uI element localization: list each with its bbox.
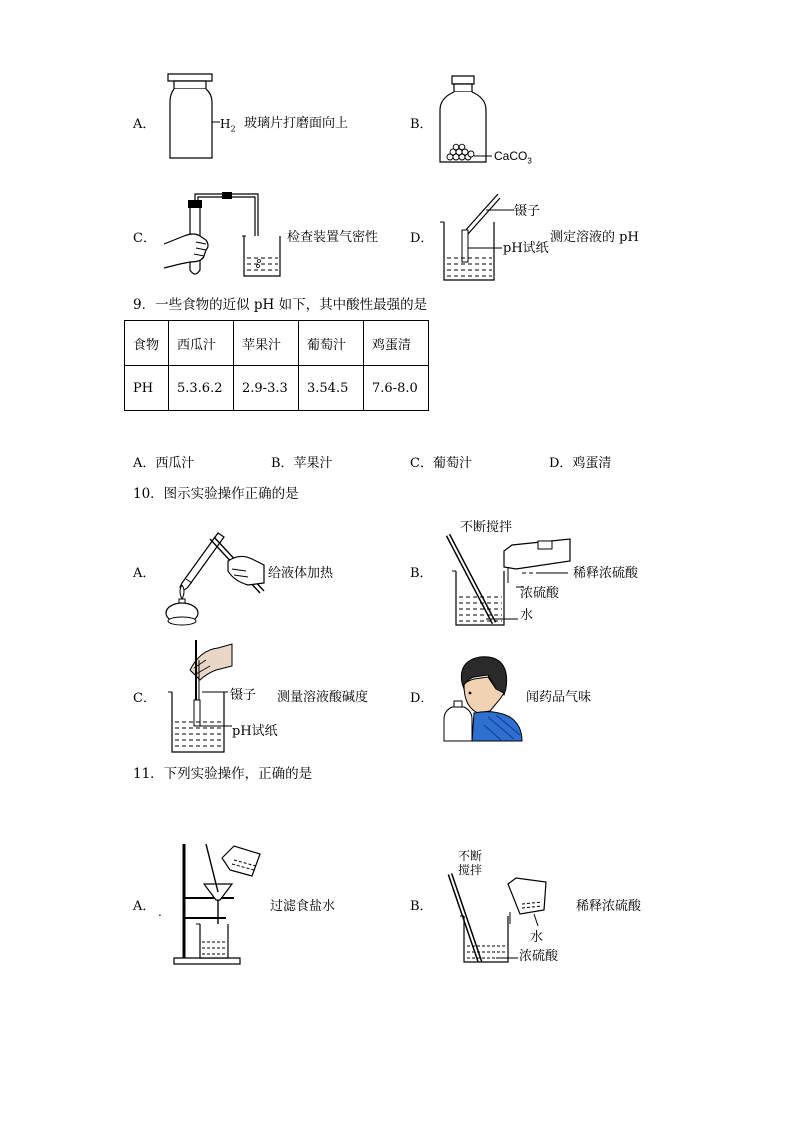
table-cell: PH xyxy=(125,366,169,411)
water-label: 水 xyxy=(530,930,544,945)
caption: 稀释浓硫酸 xyxy=(576,899,642,914)
table-row xyxy=(125,366,429,411)
option-letter: B． xyxy=(410,566,433,581)
ph-paper-label: pH试纸 xyxy=(503,241,549,256)
heating-liquid-figure xyxy=(160,525,270,627)
table-cell: 2.9-3.3 xyxy=(234,366,299,411)
table-cell: 鸡蛋清 xyxy=(364,321,429,366)
q9-option-c: C．葡萄汁 xyxy=(410,456,472,471)
table-cell: 食物 xyxy=(125,321,169,366)
stir-label: 不断搅拌 xyxy=(460,520,513,535)
option-letter: B． xyxy=(410,117,433,132)
caption: 闻药品气味 xyxy=(526,690,592,705)
caption: 稀释浓硫酸 xyxy=(573,566,639,581)
filtration-figure xyxy=(170,842,270,967)
tweezers-label: 镊子 xyxy=(230,688,257,703)
option-letter: D． xyxy=(410,691,434,706)
caption: 玻璃片打磨面向上 xyxy=(244,116,349,131)
table-cell: 葡萄汁 xyxy=(299,321,364,366)
dilute-acid-wrong-figure xyxy=(446,535,576,630)
formula-h2: $H_2$ xyxy=(220,117,236,134)
table-cell: 7.6-8.0 xyxy=(364,366,429,411)
table-cell: 5.3.6.2 xyxy=(169,366,234,411)
water-label: 水 xyxy=(520,608,534,623)
caption: 测量溶液酸碱度 xyxy=(277,690,369,705)
option-letter: A． xyxy=(133,566,156,581)
tweezers-label: 镊子 xyxy=(514,204,541,219)
question-9-stem: 9．一些食物的近似 pH 如下，其中酸性最强的是 xyxy=(133,297,428,313)
option-letter: A． xyxy=(133,899,156,914)
table-header-row xyxy=(125,321,429,366)
option-letter: D． xyxy=(410,231,434,246)
question-10-stem: 10．图示实验操作正确的是 xyxy=(133,486,299,502)
q9-option-b: B．苹果汁 xyxy=(271,456,333,471)
option-letter: C． xyxy=(133,691,156,706)
table-cell: 3.54.5 xyxy=(299,366,364,411)
question-11-stem: 11．下列实验操作，正确的是 xyxy=(133,766,313,782)
option-letter: C． xyxy=(133,231,156,246)
gas-jar-figure xyxy=(160,72,220,164)
ph-paper-label: pH试纸 xyxy=(232,724,278,739)
caption: 过滤食盐水 xyxy=(270,899,336,914)
ph-test-figure xyxy=(436,192,516,284)
stir-label-2: 搅拌 xyxy=(458,863,483,877)
caption: 检查装置气密性 xyxy=(287,230,379,245)
caption: 给液体加热 xyxy=(268,566,334,581)
acid-label: 浓硫酸 xyxy=(520,586,560,601)
table-cell: 苹果汁 xyxy=(234,321,299,366)
caption: 测定溶液的 pH xyxy=(550,230,639,245)
option-letter: A． xyxy=(133,117,156,132)
table-cell: 西瓜汁 xyxy=(169,321,234,366)
acid-label: 浓硫酸 xyxy=(519,949,559,964)
formula-caco3: CaCO$_3$ xyxy=(494,149,532,166)
q9-option-a: A．西瓜汁 xyxy=(133,456,195,471)
stir-label-1: 不断 xyxy=(458,849,483,863)
option-letter: B． xyxy=(410,899,433,914)
q9-option-d: D．鸡蛋清 xyxy=(549,456,612,471)
ph-table xyxy=(124,320,429,411)
airtightness-check-figure xyxy=(160,190,285,282)
smell-chemical-figure xyxy=(444,655,524,743)
